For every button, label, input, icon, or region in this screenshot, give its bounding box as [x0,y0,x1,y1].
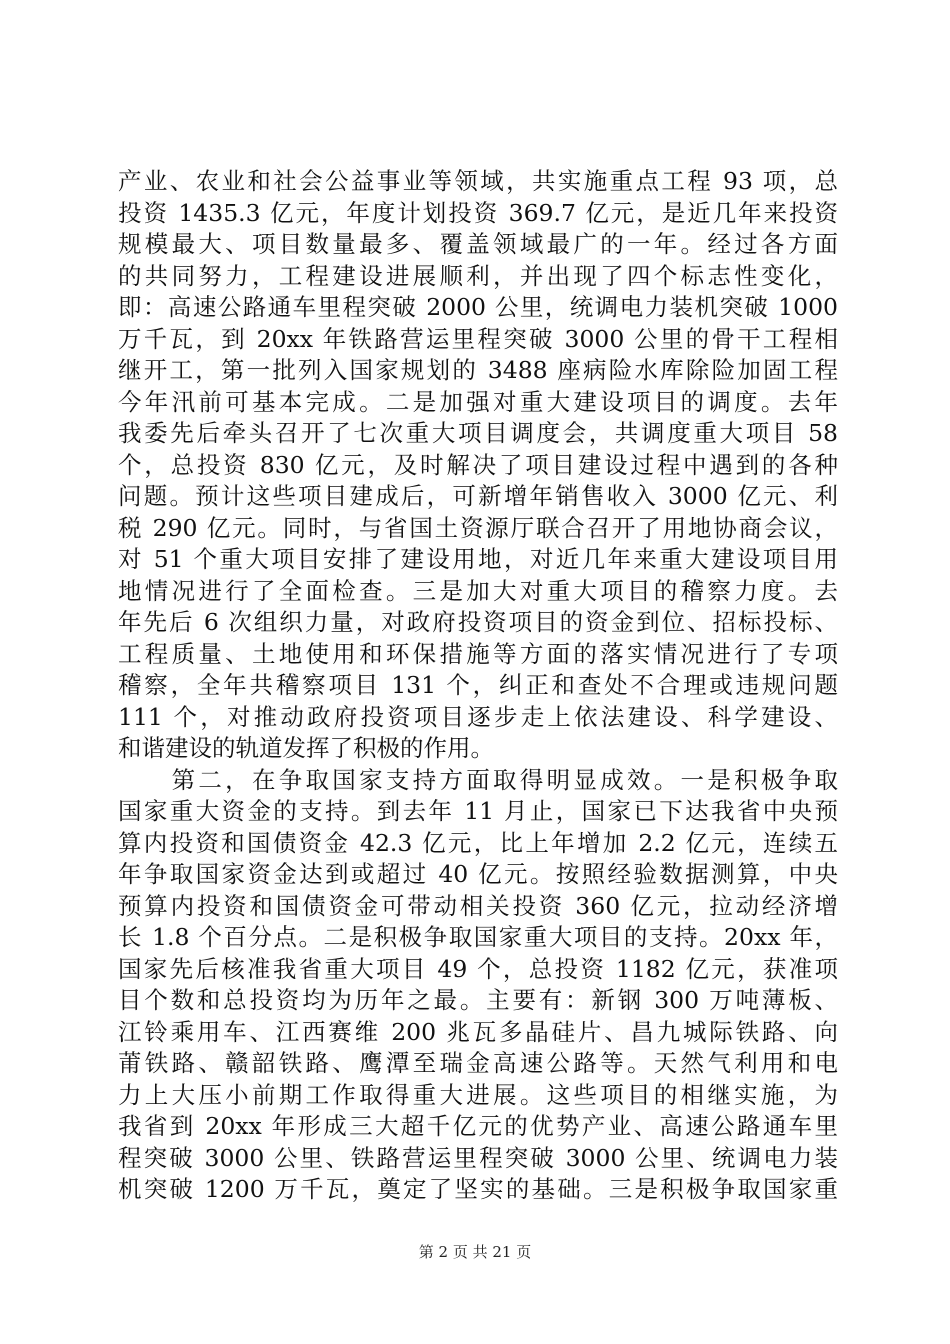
text-line: 机突破 1200 万千瓦，奠定了坚实的基础。三是积极争取国家重 [118,1175,838,1203]
text-line: 即：高速公路通车里程突破 2000 公里，统调电力装机突破 1000 [118,293,838,321]
paragraph-start-line: 第二，在争取国家支持方面取得明显成效。一是积极争取 [118,765,838,794]
text-line: 对 51 个重大项目安排了建设用地，对近几年来重大建设项目用 [118,545,838,573]
page-number-footer: 第 2 页 共 21 页 [418,1243,532,1261]
text-line: 目个数和总投资均为历年之最。主要有：新钢 300 万吨薄板、 [118,986,838,1014]
text-line: 问题。预计这些项目建成后，可新增年销售收入 3000 亿元、利 [118,482,838,510]
text-line: 万千瓦，到 20xx 年铁路营运里程突破 3000 公里的骨干工程相 [118,324,838,353]
paragraph-end-line: 和谐建设的轨道发挥了积极的作用。 [118,734,494,762]
text-line: 算内投资和国债资金 42.3 亿元，比上年增加 2.2 亿元，连续五 [118,828,838,857]
text-line: 长 1.8 个百分点。二是积极争取国家重大项目的支持。20xx 年， [118,923,838,951]
text-line: 今年汛前可基本完成。二是加强对重大建设项目的调度。去年 [118,387,838,416]
text-line: 111 个，对推动政府投资项目逐步走上依法建设、科学建设、 [118,702,838,731]
text-line: 的共同努力，工程建设进展顺利，并出现了四个标志性变化， [118,261,838,290]
text-line: 预算内投资和国债资金可带动相关投资 360 亿元，拉动经济增 [118,891,838,920]
text-line: 我省到 20xx 年形成三大超千亿元的优势产业、高速公路通车里 [118,1112,838,1140]
text-line: 江铃乘用车、江西赛维 200 兆瓦多晶硅片、昌九城际铁路、向 [118,1017,838,1046]
text-line: 我委先后牵头召开了七次重大项目调度会，共调度重大项目 58 [118,419,838,447]
text-line: 产业、农业和社会公益事业等领域，共实施重点工程 93 项，总 [118,167,838,195]
text-line: 年先后 6 次组织力量，对政府投资项目的资金到位、招标投标、 [118,608,838,636]
text-line: 莆铁路、赣韶铁路、鹰潭至瑞金高速公路等。天然气利用和电 [118,1049,838,1077]
text-line: 继开工，第一批列入国家规划的 3488 座病险水库除险加固工程 [118,356,838,384]
text-line: 国家重大资金的支持。到去年 11 月止，国家已下达我省中央预 [118,797,838,825]
text-line: 工程质量、土地使用和环保措施等方面的落实情况进行了专项 [118,639,838,668]
text-line: 稽察，全年共稽察项目 131 个，纠正和查处不合理或违规问题 [118,671,838,699]
text-line: 国家先后核准我省重大项目 49 个，总投资 1182 亿元，获准项 [118,954,838,983]
text-line: 年争取国家资金达到或超过 40 亿元。按照经验数据测算，中央 [118,860,838,888]
text-line: 个，总投资 830 亿元，及时解决了项目建设过程中遇到的各种 [118,450,838,479]
document-body [118,166,838,1206]
text-line: 地情况进行了全面检查。三是加大对重大项目的稽察力度。去 [118,576,838,605]
text-line: 税 290 亿元。同时，与省国土资源厅联合召开了用地协商会议， [118,513,838,542]
text-line: 规模最大、项目数量最多、覆盖领域最广的一年。经过各方面 [118,230,838,258]
text-line: 投资 1435.3 亿元，年度计划投资 369.7 亿元，是近几年来投资 [118,198,838,227]
text-line: 程突破 3000 公里、铁路营运里程突破 3000 公里、统调电力装 [118,1143,838,1172]
text-line: 力上大压小前期工作取得重大进展。这些项目的相继实施，为 [118,1080,838,1109]
